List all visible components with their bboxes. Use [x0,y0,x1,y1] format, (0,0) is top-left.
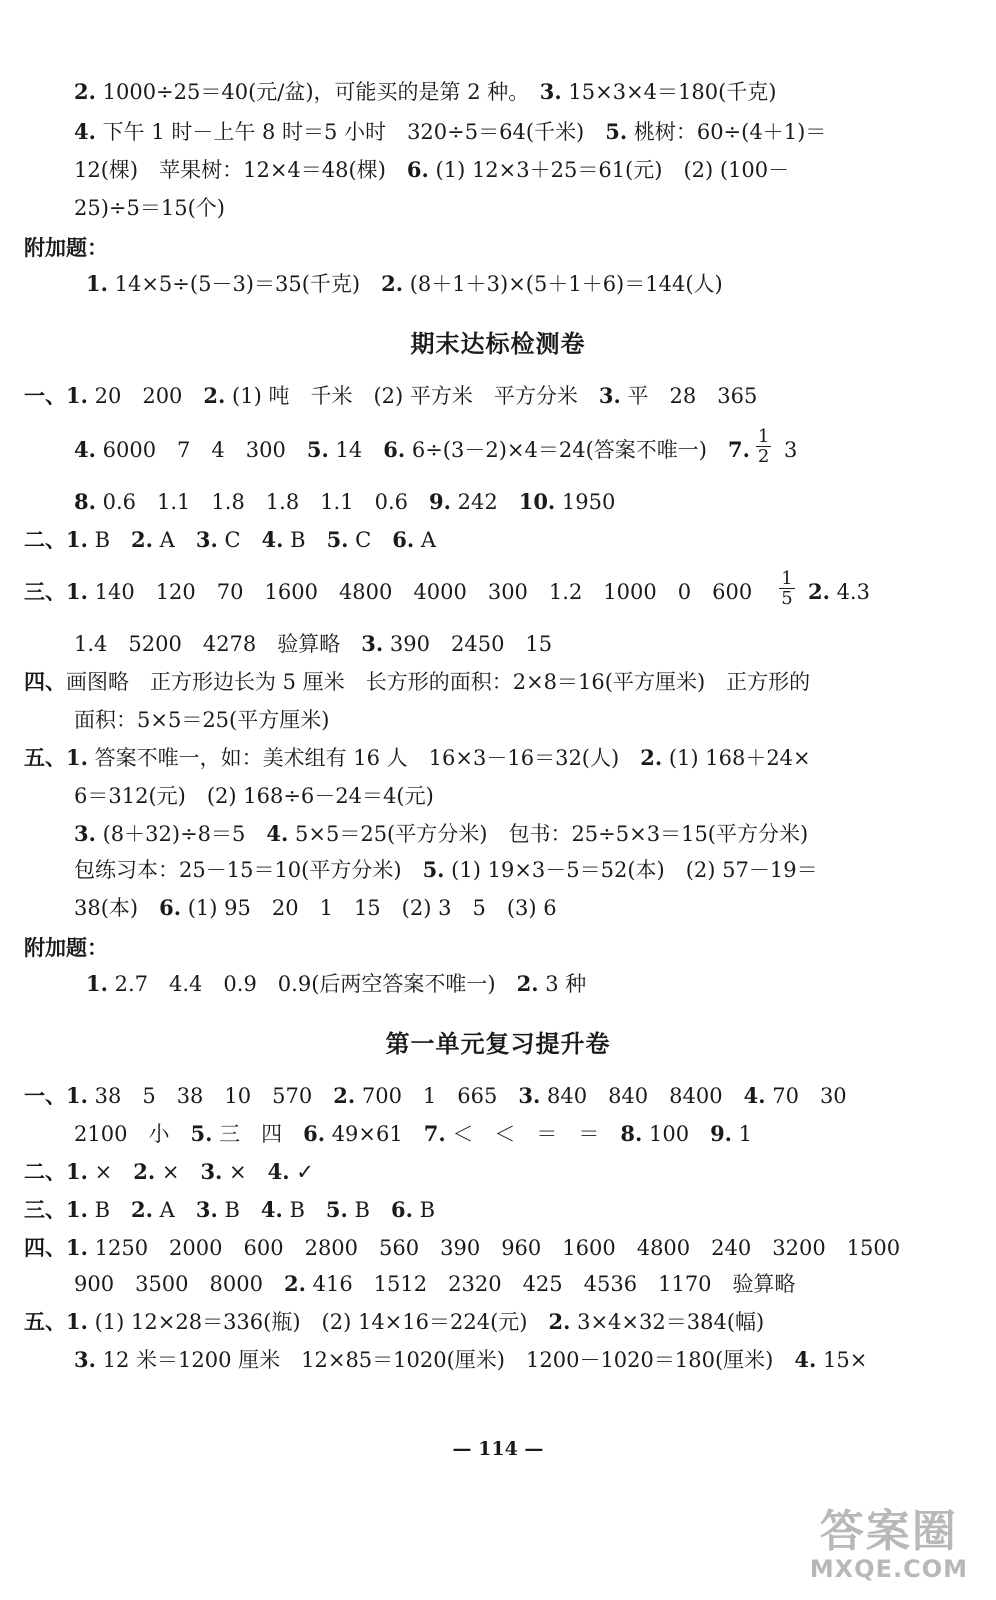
answer-text: 三 四 [212,1122,304,1146]
question-number: 四、 [24,669,66,694]
answer-text: 1950 [555,490,616,514]
answer-line [74,820,996,848]
answer-line [74,1346,996,1374]
question-number: 5. [190,1121,213,1146]
answer-text: (1) 12×3＋25＝61(元) (2) (100－ [428,158,790,182]
answer-text: (1) 吨 千米 (2) 平方米 平方分米 [225,384,599,408]
answer-text: 6000 7 4 300 [95,438,307,462]
answer-text: 3×4×32＝384(幅) [570,1310,765,1334]
question-number: 9. [429,489,451,514]
question-number: 2. [133,1159,156,1184]
answer-text: A [152,528,196,552]
answer-text: 2.7 4.4 0.9 0.9(后两空答案不唯一) [107,972,517,996]
question-number: 6. [406,157,429,182]
question-number: 2. [640,745,663,770]
answer-text: B [282,1198,326,1222]
answer-line [24,744,996,772]
answer-line [24,1308,996,1336]
question-number: 二、1. [24,527,88,552]
answer-text: 平 28 365 [620,384,758,408]
question-number: 2. [333,1083,356,1108]
answer-text: 包练习本：25－15＝10(平方分米) [74,858,423,882]
answer-text: (1) 19×3－5＝52(本) (2) 57－19＝ [444,858,818,882]
answer-text: 桃树：60÷(4＋1)＝ [627,120,827,144]
question-number: 2. [283,1271,306,1296]
answer-text: 6÷(3－2)×4＝24(答案不唯一) [405,438,728,462]
question-number: 10. [518,489,556,514]
question-number: 3. [195,527,218,552]
question-number: 4. [74,437,96,462]
question-number: 3. [74,821,96,846]
answer-line [74,156,996,184]
answer-text: (1) 95 20 1 15 (2) 3 5 (3) 6 [181,896,557,920]
answer-line [24,382,996,410]
question-number: 附加题： [24,935,108,960]
question-number: 3. [200,1159,223,1184]
answer-text: B [412,1198,436,1222]
page-number: — 114 — [452,1438,544,1460]
answer-text: 14 [328,438,384,462]
answer-line [24,568,996,609]
answer-line [24,668,996,696]
question-number: 三、1. [24,1197,88,1222]
question-number: 6. [303,1121,326,1146]
answer-line [74,856,996,884]
answer-text: 面积：5×5＝25(平方厘米) [74,708,330,732]
answer-text: 4.3 [829,580,870,604]
answer-text: 38(本) [74,896,160,920]
answer-line [86,970,996,998]
question-number: 五、1. [24,745,88,770]
answer-line [86,270,996,298]
answer-text: (1) 12×28＝336(瓶) (2) 14×16＝224(元) [87,1310,549,1334]
fraction-denominator: 5 [781,588,793,609]
answer-text: (8＋32)÷8＝5 [95,822,267,846]
answer-text: B [283,528,327,552]
answer-line [24,1234,996,1262]
answer-line [74,488,996,516]
question-number: 2. [800,579,830,604]
answer-line [74,1270,996,1298]
question-number: 2. [74,79,96,104]
answer-text: B [87,528,132,552]
answer-text: 下午 1 时－上午 8 时＝5 小时 320÷5＝64(千米) [95,120,606,144]
question-number: 1. [86,271,108,296]
answer-text: A [152,1198,196,1222]
answer-line [74,706,996,734]
question-number: 6. [383,437,406,462]
answer-text: 12 米＝1200 厘米 12×85＝1020(厘米) 1200－1020＝180(厘米) [95,1348,795,1372]
answer-text: 242 [450,490,519,514]
fraction-numerator: 1 [781,568,793,589]
answer-text: 3 种 [538,972,587,996]
question-number: 4. [74,119,96,144]
question-number: 9. [710,1121,732,1146]
question-number: 5. [422,857,445,882]
section-title: 期末达标检测卷 [410,329,586,358]
answer-line [24,1082,996,1110]
question-number: 3. [539,79,562,104]
answer-text: 390 2450 15 [383,632,553,656]
question-number: 4. [794,1347,817,1372]
answer-text: × [155,1160,201,1184]
question-number: 3. [518,1083,541,1108]
question-number: 3. [598,383,621,408]
answer-line [74,1120,996,1148]
question-number: 五、1. [24,1309,88,1334]
answer-text: B [87,1198,132,1222]
answer-text: 140 120 70 1600 4800 4000 300 1.2 1000 0 600 [87,580,774,604]
question-number: 2. [516,971,539,996]
question-number: 4. [266,821,289,846]
question-number: 7. [727,437,750,462]
answer-text: A [414,528,437,552]
answer-text: B [347,1198,391,1222]
answer-text: 答案不唯一，如：美术组有 16 人 16×3－16＝32(人) [87,746,641,770]
answer-line [24,526,996,554]
answer-text: 1000÷25＝40(元/盆)，可能买的是第 2 种。 [95,80,540,104]
answer-line [24,234,996,262]
answer-text: 25)÷5＝15(个) [74,196,225,220]
question-number: 4. [743,1083,766,1108]
question-number: 2. [203,383,226,408]
question-number: 二、1. [24,1159,88,1184]
answer-text: C [217,528,262,552]
answer-text: 6＝312(元) (2) 168÷6－24＝4(元) [74,784,434,808]
answer-text: 2100 小 [74,1122,191,1146]
answer-text: 3 [777,438,798,462]
answer-text: 14×5÷(5－3)＝35(千克) [107,272,382,296]
question-number: 6. [159,895,182,920]
answer-line [24,1158,996,1186]
question-number: 1. [86,971,108,996]
question-number: 2. [131,1197,153,1222]
question-number: 4. [260,1197,283,1222]
question-number: 三、1. [24,579,88,604]
question-number: 四、1. [24,1235,88,1260]
question-number: 5. [306,437,329,462]
answer-text: 0.6 1.1 1.8 1.8 1.1 0.6 [95,490,429,514]
answer-text: 70 30 [765,1084,847,1108]
answer-text: × [87,1160,134,1184]
answer-text: 900 3500 8000 [74,1272,284,1296]
watermark-url: MXQE.COM [809,1555,968,1583]
watermark-logo: 答案圈 [819,1506,958,1557]
answer-text: (1) 168＋24× [662,746,811,770]
question-number: 4. [261,527,284,552]
answer-line [74,894,996,922]
question-number: 3. [361,631,384,656]
answer-text: 840 840 8400 [540,1084,744,1108]
answer-text: 12(棵) 苹果树：12×4＝48(棵) [74,158,407,182]
watermark [810,1508,968,1582]
answer-text: × [222,1160,268,1184]
question-number: 7. [423,1121,446,1146]
answer-text: 画图略 正方形边长为 5 厘米 长方形的面积：2×8＝16(平方厘米) 正方形的 [66,670,811,694]
fraction-numerator: 1 [757,426,770,447]
fraction [756,427,771,466]
answer-line [74,782,996,810]
question-number: 2. [381,271,404,296]
answer-line [24,934,996,962]
question-number: 5. [326,527,349,552]
fraction [779,569,794,608]
fraction-denominator: 2 [757,446,770,467]
question-number: 8. [74,489,96,514]
answer-text: 1 [732,1122,753,1146]
answer-line [74,78,996,106]
answer-text: ＜ ＜ ＝ ＝ [445,1122,621,1146]
question-number: 6. [392,527,415,552]
question-number: 6. [390,1197,413,1222]
answer-text: 416 1512 2320 425 4536 1170 验算略 [305,1272,796,1296]
answer-line [74,426,996,467]
answer-text: 1.4 5200 4278 验算略 [74,632,362,656]
answer-text: 100 [642,1122,711,1146]
question-number: 3. [195,1197,218,1222]
question-number: 一、1. [24,1083,88,1108]
section-title: 第一单元复习提升卷 [385,1029,611,1058]
answer-text: ✓ [289,1160,314,1184]
answer-line [74,630,996,658]
answer-text: B [217,1198,261,1222]
answer-line [24,1196,996,1224]
question-number: 4. [267,1159,290,1184]
answer-text: 1250 2000 600 2800 560 390 960 1600 4800 240 3200 1500 [87,1236,901,1260]
answer-text: 49×61 [325,1122,424,1146]
answer-text: 20 200 [87,384,204,408]
answer-text: 15× [816,1348,868,1372]
question-number: 2. [131,527,153,552]
answer-text: 700 1 665 [355,1084,519,1108]
question-number: 5. [325,1197,348,1222]
answer-line [74,194,996,222]
question-number: 3. [74,1347,96,1372]
answer-text: 38 5 38 10 570 [87,1084,334,1108]
question-number: 附加题： [24,235,108,260]
question-number: 5. [605,119,628,144]
answer-text: C [348,528,393,552]
question-number: 一、1. [24,383,88,408]
answer-line [74,118,996,146]
question-number: 2. [548,1309,571,1334]
answer-text: 15×3×4＝180(千克) [561,80,777,104]
answer-text: (8＋1＋3)×(5＋1＋6)＝144(人) [403,272,723,296]
answer-text: 5×5＝25(平方分米) 包书：25÷5×3＝15(平方分米) [288,822,809,846]
question-number: 8. [620,1121,643,1146]
